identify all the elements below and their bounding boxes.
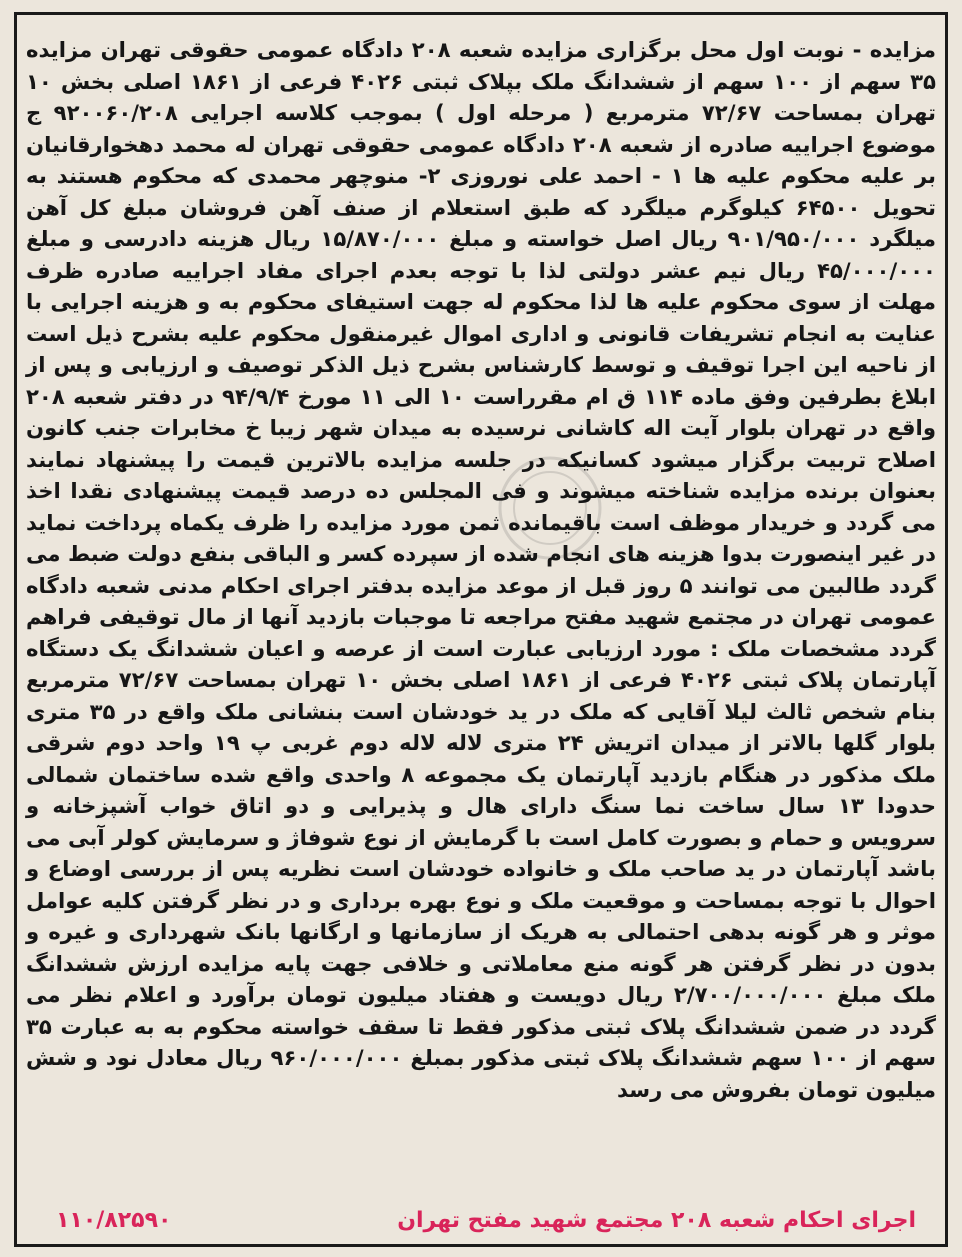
notice-paragraph: مزایده - نوبت اول محل برگزاری مزایده شعبه ۲۰۸ دادگاه عمومی حقوقی تهران مزایده ۳۵ سهم از ۱۰۰ سهم از ششدانگ ملک بپلاک ثبتی ۴۰۲۶ فرعی از ۱۸۶۱ اصلی بخش ۱۰ تهران بمساحت ۷۲/۶۷ مترمربع ( مرحله اول ) بموجب کلاسه اجرایی ۹۲۰۰۶۰/۲۰۸ ج موضوع اجراییه صادره از شعبه ۲۰۸ دادگاه عمومی حقوقی تهران له محمد دهخوارقانیان بر علیه محکوم علیه ها ۱ - احمد علی نوروزی ۲- منوچهر محمدی که محکوم هستند به تحویل ۶۴۵۰۰ کیلوگرم میلگرد که طبق استعلام از صنف آهن فروشان مبلغ کل آهن میلگرد ۹۰۱/۹۵۰/۰۰۰ ریال اصل خواسته و مبلغ ۱۵/۸۷۰/۰۰۰ ریال هزینه دادرسی و مبلغ ۴۵/۰۰۰/۰۰۰ ریال نیم عشر دولتی لذا با توجه بعدم اجرای مفاد اجراییه صادره ظرف مهلت از سوی محکوم علیه ها لذا محکوم له جهت استیفای محکوم به و هزینه اجرایی با عنایت به انجام تشریفات قانونی و اداری اموال غیرمنقول محکوم علیه بشرح ذیل است از ناحیه این اجرا توقیف و توسط کارشناس بشرح ذیل الذکر توصیف و ارزیابی و پس از ابلاغ بطرفین وفق ماده ۱۱۴ ق ام مقرراست ۱۰ الی ۱۱ مورخ ۹۴/۹/۴ در دفتر شعبه ۲۰۸ واقع در تهران بلوار آیت اله کاشانی نرسیده به میدان شهر زیبا خ مخابرات جنب کانون اصلاح تربیت برگزار میشود کسانیکه در جلسه مزایده بالاترین قیمت را پیشنهاد نمایند بعنوان برنده مزایده شناخته میشوند و فی المجلس ده درصد قیمت پیشنهادی نقدا اخذ می گردد و خریدار موظف است باقیمانده ثمن مورد مزایده را ظرف یکماه پرداخت نماید در غیر اینصورت بدوا هزینه های انجام شده از سپرده کسر و الباقی بنفع دولت ضبط می گردد طالبین می توانند ۵ روز قبل از موعد مزایده بدفتر اجرای احکام مدنی شعبه دادگاه عمومی تهران در مجتمع شهید مفتح مراجعه تا موجبات بازدید آنها از مال توقیفی فراهم گردد مشخصات ملک : مورد ارزیابی عبارت است از عرصه و اعیان ششدانگ یک دستگاه آپارتمان پلاک ثبتی ۴۰۲۶ فرعی از ۱۸۶۱ اصلی بخش ۱۰ تهران بمساحت ۷۲/۶۷ مترمربع بنام شخص ثالث لیلا آقایی که ملک در ید خودشان است بنشانی ملک واقع در ۳۵ متری بلوار گلها بالاتر از میدان اتریش ۲۴ متری لاله لاله دوم غربی پ ۱۹ واحد دوم شرقی ملک مذکور در هنگام بازدید آپارتمان یک مجموعه ۸ واحدی واقع شده ساختمان شمالی حدودا ۱۳ سال ساخت نما سنگ دارای هال و پذیرایی و دو اتاق خواب آشپزخانه و سرویس و حمام و بصورت کامل است با گرمایش از نوع شوفاژ و سرمایش کولر آبی می باشد آپارتمان در ید صاحب ملک و خانواده خودشان است نظریه پس از بررسی اوضاع و احوال با توجه بمساحت و موقعیت ملک و نوع بهره برداری و در نظر گرفتن کلیه عوامل موثر و هر گونه بدهی احتمالی به هریک از سازمانها و ارگانها بانک شهرداری و غیره و بدون در نظر گرفتن هر گونه منع معاملاتی و خلافی جهت پایه مزایده ارزش ششدانگ ملک مبلغ ۲/۷۰۰/۰۰۰/۰۰۰ ریال دویست و هفتاد میلیون تومان برآورد و اعلام نظر می گردد در ضمن ششدانگ پلاک ثبتی مذکور فقط تا سقف خواسته محکوم به به عبارت ۳۵ سهم از ۱۰۰ سهم ششدانگ پلاک ثبتی مذکور بمبلغ ۹۶۰/۰۰۰/۰۰۰ ریال معادل نود و شش میلیون تومان بفروش می رسد — [26, 37, 937, 1102]
auction-notice-text — [26, 34, 936, 1105]
issuer-signature: اجرای احکام شعبه ۲۰۸ مجتمع شهید مفتح تهران — [397, 1207, 916, 1233]
notice-code: ۱۱۰/۸۲۵۹۰ — [56, 1207, 172, 1233]
notice-footer — [26, 1201, 936, 1239]
